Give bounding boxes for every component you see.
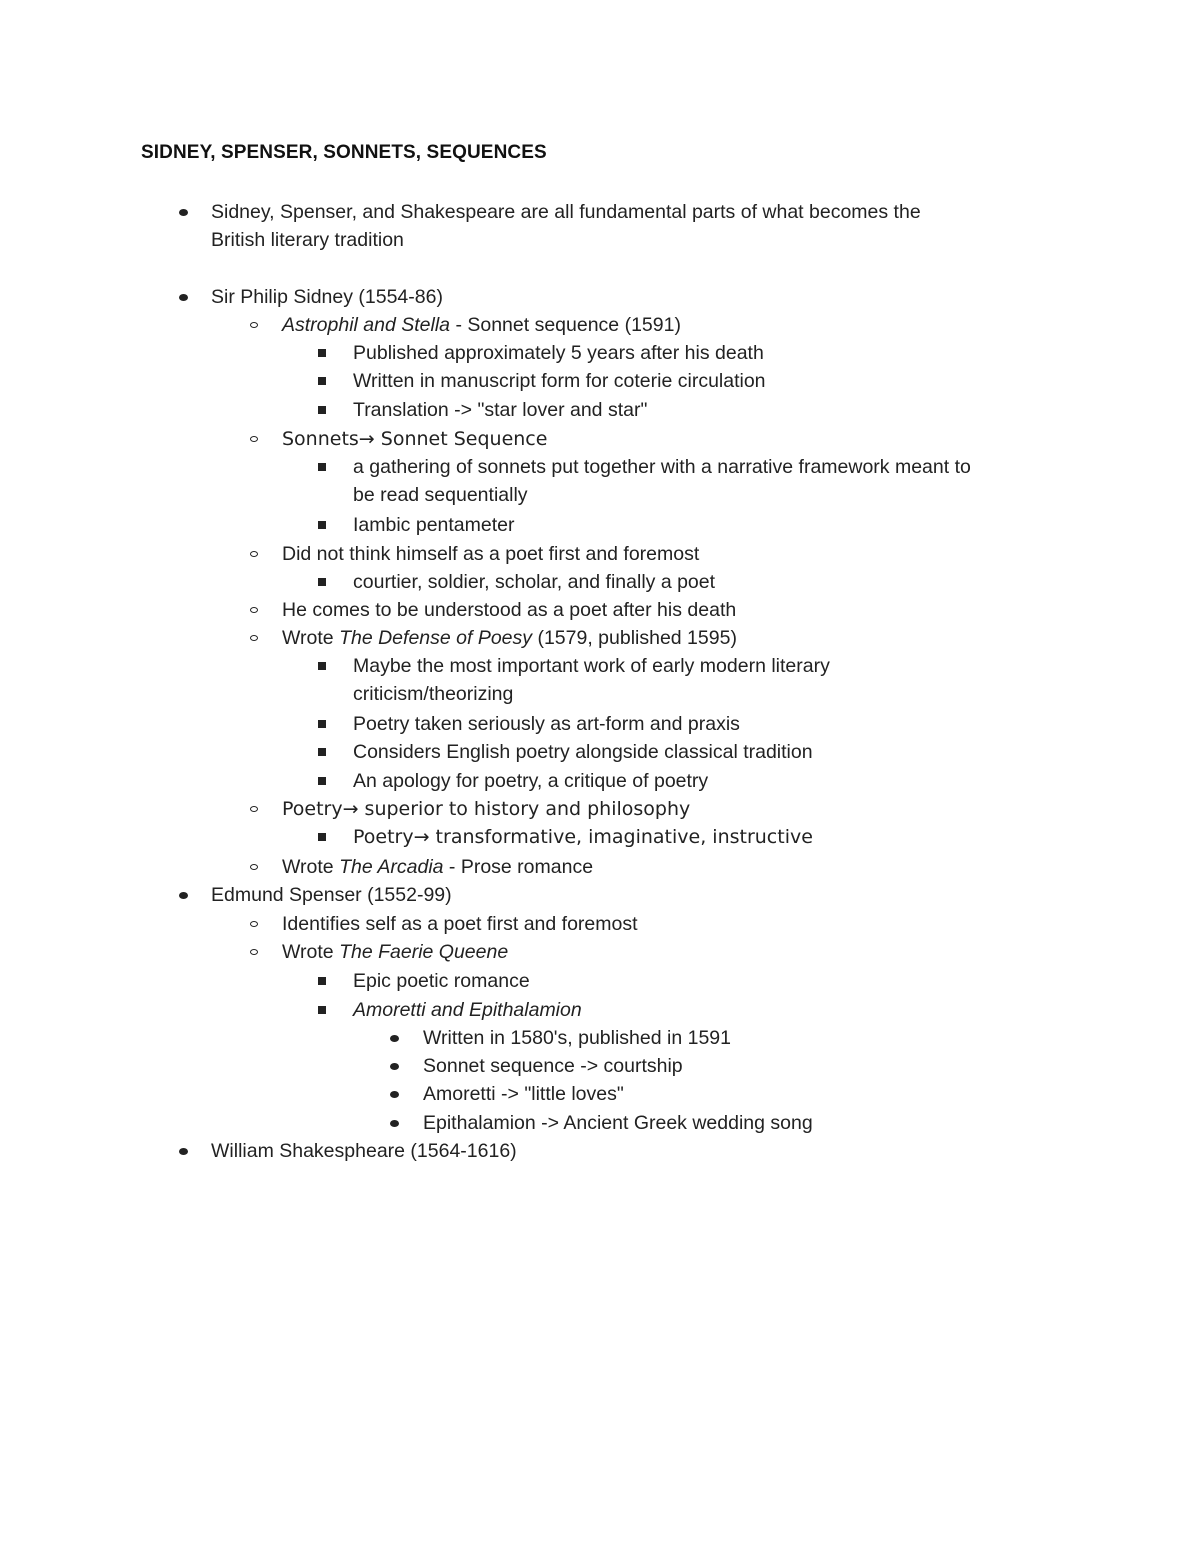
bullet-square bbox=[318, 777, 326, 785]
bullet-circle bbox=[250, 949, 258, 955]
after-death-item: He comes to be understood as a poet after his death bbox=[282, 599, 737, 621]
defense-prefix: Wrote bbox=[282, 627, 340, 649]
astrophil-point: Translation -> "star lover and star" bbox=[353, 399, 648, 421]
bullet-circle bbox=[250, 806, 258, 812]
bullet-square bbox=[318, 349, 326, 357]
poetry-superior-item: Poetry→ superior to history and philosophy bbox=[282, 798, 691, 820]
bullet-circle bbox=[250, 864, 258, 870]
intro-line-1: Sidney, Spenser, and Shakespeare are all fundamental parts of what becomes the bbox=[211, 201, 921, 223]
bullet-square bbox=[318, 1006, 326, 1014]
arcadia-prefix: Wrote bbox=[282, 856, 340, 878]
bullet-disc bbox=[179, 892, 188, 899]
bullet-disc bbox=[390, 1091, 399, 1098]
bullet-square bbox=[318, 578, 326, 586]
defense-suffix: (1579, published 1595) bbox=[532, 627, 737, 649]
bullet-square bbox=[318, 977, 326, 985]
astrophil-item bbox=[282, 311, 681, 339]
arcadia-item bbox=[282, 853, 593, 881]
bullet-square bbox=[318, 406, 326, 414]
bullet-disc bbox=[390, 1063, 399, 1070]
sonnets-meter: Iambic pentameter bbox=[353, 514, 515, 536]
not-poet-sub: courtier, soldier, scholar, and finally a poet bbox=[353, 571, 716, 593]
faerie-title: The Faerie Queene bbox=[339, 941, 509, 963]
intro-line-2: British literary tradition bbox=[211, 229, 404, 251]
spenser-heading: Edmund Spenser (1552-99) bbox=[211, 884, 452, 906]
amoretti-point: Amoretti -> "little loves" bbox=[423, 1083, 624, 1105]
bullet-circle bbox=[250, 921, 258, 927]
poetry-transform-item: Poetry→ transformative, imaginative, instructive bbox=[353, 826, 813, 848]
defense-item bbox=[282, 624, 737, 652]
bullet-circle bbox=[250, 635, 258, 641]
astrophil-point: Written in manuscript form for coterie circulation bbox=[353, 370, 766, 392]
defense-point-1-line-2: criticism/theorizing bbox=[353, 683, 514, 705]
amoretti-title: Amoretti and Epithalamion bbox=[353, 999, 582, 1021]
bullet-disc bbox=[390, 1035, 399, 1042]
not-poet-item: Did not think himself as a poet first and foremost bbox=[282, 543, 700, 565]
bullet-circle bbox=[250, 607, 258, 613]
amoretti-point: Sonnet sequence -> courtship bbox=[423, 1055, 683, 1077]
astrophil-point: Published approximately 5 years after his death bbox=[353, 342, 764, 364]
amoretti-item bbox=[353, 996, 582, 1024]
bullet-square bbox=[318, 662, 326, 670]
defense-point-3: Considers English poetry alongside classical tradition bbox=[353, 741, 813, 763]
bullet-disc bbox=[179, 294, 188, 301]
bullet-square bbox=[318, 521, 326, 529]
bullet-disc bbox=[390, 1120, 399, 1127]
shakespeare-heading: William Shakespheare (1564-1616) bbox=[211, 1140, 517, 1162]
sonnets-definition-line-2: be read sequentially bbox=[353, 484, 528, 506]
faerie-prefix: Wrote bbox=[282, 941, 340, 963]
defense-title: The Defense of Poesy bbox=[339, 627, 533, 649]
bullet-square bbox=[318, 463, 326, 471]
epic-item: Epic poetic romance bbox=[353, 970, 530, 992]
sonnets-definition-line-1: a gathering of sonnets put together with a narrative framework meant to bbox=[353, 456, 971, 478]
astrophil-rest: - Sonnet sequence (1591) bbox=[450, 314, 681, 336]
page-title: SIDNEY, SPENSER, SONNETS, SEQUENCES bbox=[141, 142, 547, 163]
bullet-square bbox=[318, 377, 326, 385]
bullet-square bbox=[318, 748, 326, 756]
bullet-disc bbox=[179, 1148, 188, 1155]
identifies-item: Identifies self as a poet first and foremost bbox=[282, 913, 638, 935]
bullet-square bbox=[318, 720, 326, 728]
sonnets-item: Sonnets→ Sonnet Sequence bbox=[282, 428, 548, 450]
sidney-heading: Sir Philip Sidney (1554-86) bbox=[211, 286, 443, 308]
defense-point-4: An apology for poetry, a critique of poetry bbox=[353, 770, 709, 792]
bullet-circle bbox=[250, 551, 258, 557]
bullet-disc bbox=[179, 209, 188, 216]
arcadia-title: The Arcadia bbox=[339, 856, 444, 878]
bullet-circle bbox=[250, 436, 258, 442]
amoretti-point: Written in 1580's, published in 1591 bbox=[423, 1027, 731, 1049]
faerie-item bbox=[282, 938, 508, 966]
bullet-circle bbox=[250, 322, 258, 328]
defense-point-1-line-1: Maybe the most important work of early modern literary bbox=[353, 655, 830, 677]
astrophil-title: Astrophil and Stella bbox=[282, 314, 451, 336]
amoretti-point: Epithalamion -> Ancient Greek wedding song bbox=[423, 1112, 813, 1134]
bullet-square bbox=[318, 833, 326, 841]
defense-point-2: Poetry taken seriously as art-form and praxis bbox=[353, 713, 740, 735]
arcadia-suffix: - Prose romance bbox=[443, 856, 594, 878]
